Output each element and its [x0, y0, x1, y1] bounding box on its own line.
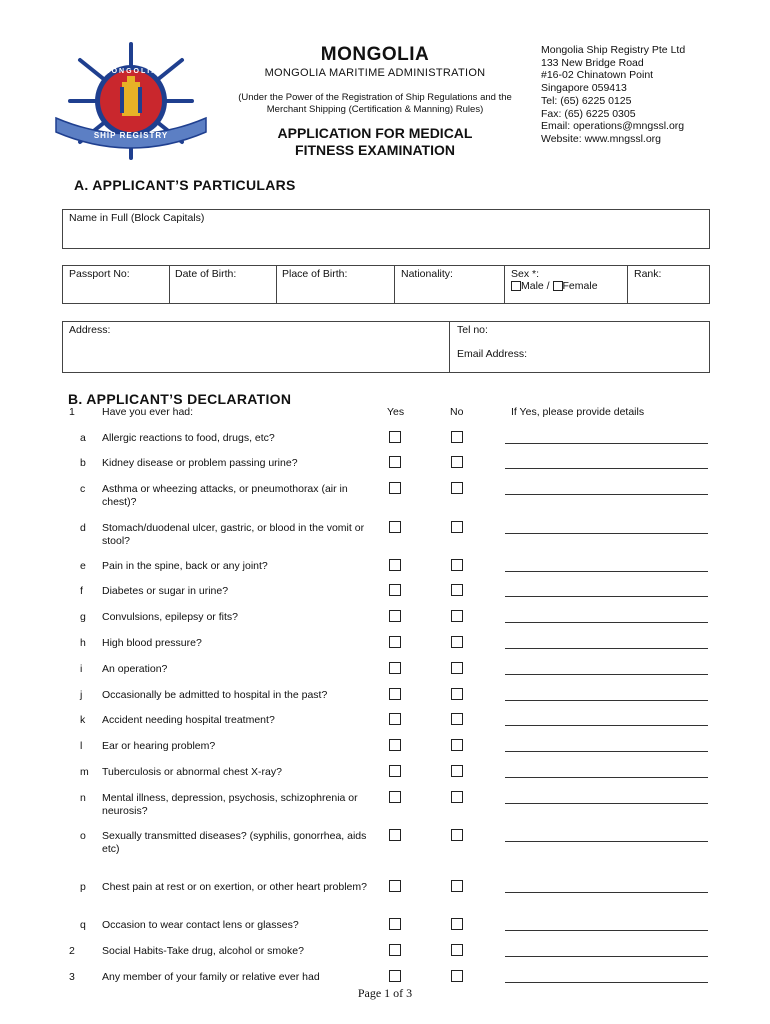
details-input-line[interactable] [505, 803, 708, 804]
sex-options [511, 280, 598, 292]
details-input-line[interactable] [505, 930, 708, 931]
question-text: Stomach/duodenal ulcer, gastric, or blood in the vomit or stool? [102, 522, 365, 547]
address-line: Website: www.mngssl.org [541, 132, 662, 145]
yes-checkbox[interactable] [389, 829, 401, 841]
question-key: n [80, 792, 86, 804]
form-title-line-1: APPLICATION FOR MEDICAL [277, 125, 473, 141]
yes-checkbox[interactable] [389, 970, 401, 982]
question-text: Occasion to wear contact lens or glasses? [102, 919, 299, 931]
section-b-heading: B. APPLICANT’S DECLARATION [68, 391, 292, 407]
question-text: Kidney disease or problem passing urine? [102, 457, 298, 469]
question-key: j [80, 689, 83, 701]
details-input-line[interactable] [505, 443, 708, 444]
no-checkbox[interactable] [451, 918, 463, 930]
no-checkbox[interactable] [451, 739, 463, 751]
no-checkbox[interactable] [451, 521, 463, 533]
particulars-row [62, 265, 710, 304]
question-key: b [80, 457, 86, 469]
details-input-line[interactable] [505, 648, 708, 649]
name-label: Name in Full (Block Capitals) [69, 212, 205, 224]
power-line-2: Merchant Shipping (Certification & Manning) Rules) [266, 104, 484, 115]
details-input-line[interactable] [505, 596, 708, 597]
yes-checkbox[interactable] [389, 610, 401, 622]
question-key: q [80, 919, 86, 931]
details-input-line[interactable] [505, 982, 708, 983]
yes-checkbox[interactable] [389, 456, 401, 468]
details-input-line[interactable] [505, 892, 708, 893]
yes-checkbox[interactable] [389, 482, 401, 494]
yes-checkbox[interactable] [389, 584, 401, 596]
no-checkbox[interactable] [451, 688, 463, 700]
no-column-header: No [450, 406, 464, 418]
question-key: c [80, 483, 86, 495]
no-checkbox[interactable] [451, 636, 463, 648]
address-line: Tel: (65) 6225 0125 [541, 94, 632, 107]
pob-label: Place of Birth: [282, 268, 348, 280]
female-checkbox[interactable] [553, 281, 563, 291]
yes-checkbox[interactable] [389, 739, 401, 751]
yes-checkbox[interactable] [389, 713, 401, 725]
no-checkbox[interactable] [451, 559, 463, 571]
no-checkbox[interactable] [451, 944, 463, 956]
details-input-line[interactable] [505, 674, 708, 675]
male-checkbox[interactable] [511, 281, 521, 291]
question-text: Asthma or wheezing attacks, or pneumothorax (air in chest)? [102, 483, 348, 508]
page-number: Page 1 of 3 [357, 986, 413, 1000]
yes-checkbox[interactable] [389, 791, 401, 803]
yes-checkbox[interactable] [389, 688, 401, 700]
rank-label: Rank: [634, 268, 662, 280]
question-key: f [80, 585, 83, 597]
no-checkbox[interactable] [451, 482, 463, 494]
yes-checkbox[interactable] [389, 431, 401, 443]
company-address [541, 44, 685, 146]
form-title-line-2: FITNESS EXAMINATION [295, 142, 455, 158]
address-line: Email: operations@mngssl.org [541, 120, 685, 133]
no-checkbox[interactable] [451, 880, 463, 892]
details-input-line[interactable] [505, 777, 708, 778]
section-a-heading: A. APPLICANT’S PARTICULARS [74, 177, 296, 193]
question-key: p [80, 881, 86, 893]
details-input-line[interactable] [505, 494, 708, 495]
question-key: m [80, 766, 89, 778]
address-line: Fax: (65) 6225 0305 [541, 107, 636, 120]
yes-column-header: Yes [387, 406, 405, 418]
address-line: 133 New Bridge Road [541, 56, 644, 69]
sex-label: Sex *: [511, 268, 540, 280]
nationality-label: Nationality: [401, 268, 453, 280]
address-line: #16-02 Chinatown Point [541, 69, 654, 82]
male-label: Male / [521, 280, 550, 292]
logo-text-banner: SHIP REGISTRY [93, 131, 169, 140]
address-label: Address: [69, 324, 111, 336]
address-row [62, 321, 710, 373]
no-checkbox[interactable] [451, 662, 463, 674]
female-label: Female [562, 280, 598, 292]
no-checkbox[interactable] [451, 713, 463, 725]
dob-label: Date of Birth: [175, 268, 237, 280]
question-text: Pain in the spine, back or any joint? [102, 560, 268, 572]
ship-registry-logo [50, 40, 212, 162]
no-checkbox[interactable] [451, 584, 463, 596]
question-key: 3 [69, 971, 75, 983]
yes-checkbox[interactable] [389, 636, 401, 648]
no-checkbox[interactable] [451, 610, 463, 622]
no-checkbox[interactable] [451, 791, 463, 803]
question-text: Social Habits-Take drug, alcohol or smoke? [102, 945, 304, 957]
question-text: Chest pain at rest or on exertion, or other heart problem? [102, 881, 367, 893]
details-input-line[interactable] [505, 571, 708, 572]
no-checkbox[interactable] [451, 456, 463, 468]
details-input-line[interactable] [505, 700, 708, 701]
question-key: e [80, 560, 86, 572]
form-title [230, 125, 520, 159]
question-1-text: Have you ever had: [102, 406, 194, 418]
header-title: MONGOLIA [320, 44, 430, 65]
question-text: An operation? [102, 663, 168, 675]
question-key: g [80, 611, 86, 623]
address-line: Singapore 059413 [541, 82, 627, 95]
no-checkbox[interactable] [451, 765, 463, 777]
question-text: Accident needing hospital treatment? [102, 714, 275, 726]
no-checkbox[interactable] [451, 431, 463, 443]
name-field[interactable] [62, 209, 710, 249]
question-text: Sexually transmitted diseases? (syphilis, gonorrhea, aids etc) [102, 830, 367, 855]
passport-label: Passport No: [69, 268, 130, 280]
yes-checkbox[interactable] [389, 944, 401, 956]
yes-checkbox[interactable] [389, 521, 401, 533]
header-power-note [222, 92, 528, 116]
question-text: Diabetes or sugar in urine? [102, 585, 229, 597]
question-key: k [80, 714, 86, 726]
details-input-line[interactable] [505, 751, 708, 752]
details-input-line[interactable] [505, 533, 708, 534]
tel-label: Tel no: [457, 324, 488, 336]
details-input-line[interactable] [505, 841, 708, 842]
yes-checkbox[interactable] [389, 559, 401, 571]
question-1-number: 1 [69, 406, 75, 418]
details-input-line[interactable] [505, 622, 708, 623]
details-input-line[interactable] [505, 725, 708, 726]
details-column-header: If Yes, please provide details [511, 406, 645, 418]
header-subtitle: MONGOLIA MARITIME ADMINISTRATION [264, 67, 486, 79]
yes-checkbox[interactable] [389, 918, 401, 930]
no-checkbox[interactable] [451, 829, 463, 841]
details-input-line[interactable] [505, 956, 708, 957]
question-key: i [80, 663, 83, 675]
question-text: Allergic reactions to food, drugs, etc? [102, 432, 275, 444]
no-checkbox[interactable] [451, 970, 463, 982]
question-key: o [80, 830, 86, 842]
yes-checkbox[interactable] [389, 662, 401, 674]
question-key: h [80, 637, 86, 649]
question-key: d [80, 522, 86, 534]
details-input-line[interactable] [505, 468, 708, 469]
yes-checkbox[interactable] [389, 880, 401, 892]
yes-checkbox[interactable] [389, 765, 401, 777]
address-line: Mongolia Ship Registry Pte Ltd [541, 44, 686, 56]
question-text: Convulsions, epilepsy or fits? [102, 611, 238, 623]
question-text: Occasionally be admitted to hospital in the past? [102, 689, 328, 701]
question-key: 2 [69, 945, 75, 957]
logo-text-top: MONGOLIA [103, 68, 159, 75]
power-line-1: (Under the Power of the Registration of Ship Regulations and the [238, 92, 512, 103]
question-key: a [80, 432, 86, 444]
question-text: Ear or hearing problem? [102, 740, 216, 752]
question-text: Mental illness, depression, psychosis, schizophrenia or neurosis? [102, 792, 358, 817]
question-text: Tuberculosis or abnormal chest X-ray? [102, 766, 282, 778]
email-label: Email Address: [457, 348, 528, 360]
question-key: l [80, 740, 83, 752]
question-text: Any member of your family or relative ever had [102, 971, 320, 983]
question-text: High blood pressure? [102, 637, 202, 649]
